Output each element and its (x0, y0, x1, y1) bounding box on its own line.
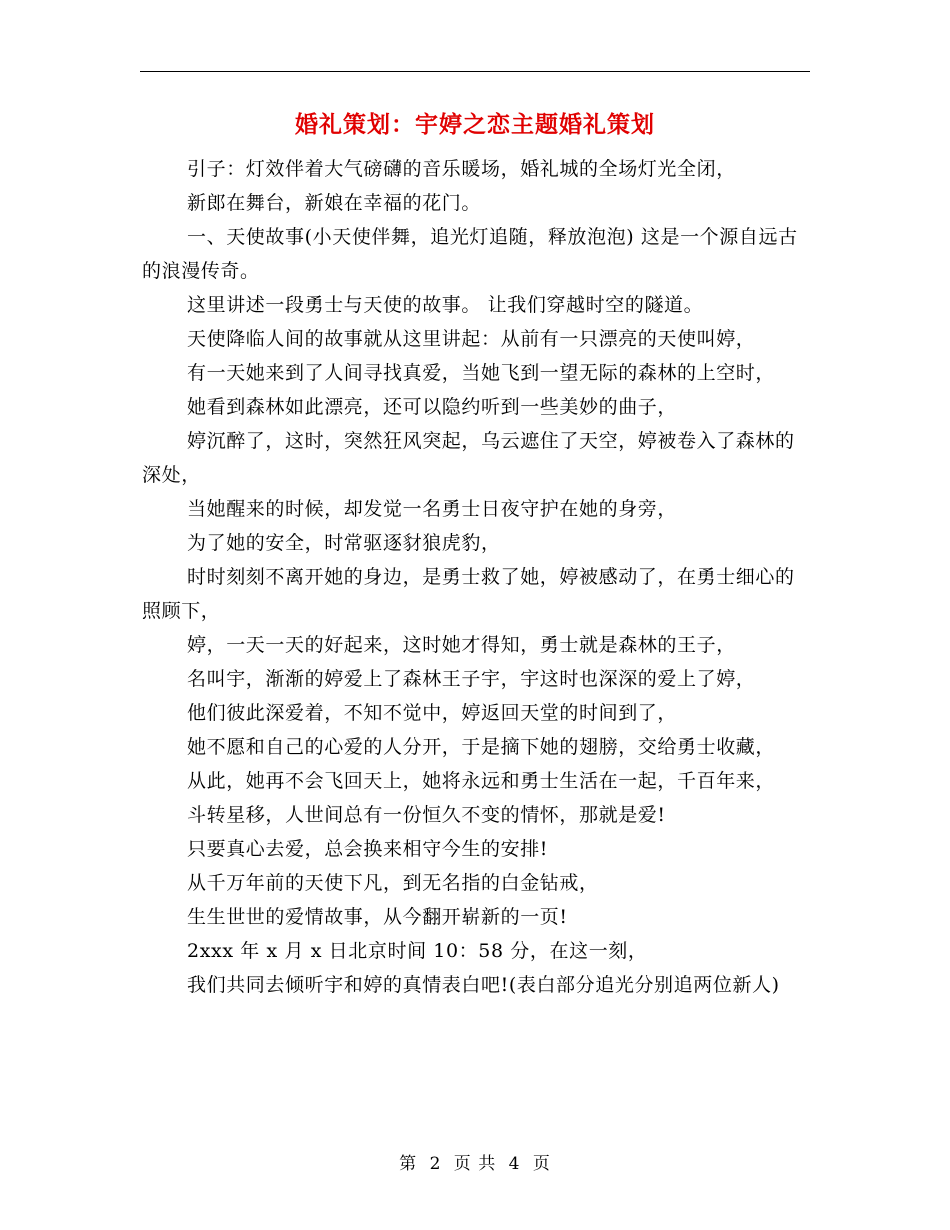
footer-prefix: 第 (399, 1154, 418, 1174)
paragraph: 名叫宇，渐渐的婷爱上了森林王子宇，宇这时也深深的爱上了婷， (187, 668, 756, 690)
paragraph: 引子：灯效伴着大气磅礴的音乐暖场，婚礼城的全场灯光全闭， (187, 158, 736, 180)
page-footer (0, 1152, 950, 1176)
document-body (142, 152, 810, 1002)
paragraph: 当她醒来的时候，却发觉一名勇士日夜守护在她的身旁， (187, 498, 678, 520)
footer-middle: 页 共 (453, 1154, 497, 1174)
footer-suffix: 页 (532, 1154, 551, 1174)
paragraph: 斗转星移，人世间总有一份恒久不变的情怀，那就是爱! (187, 804, 666, 826)
paragraph: 婷沉醉了，这时，突然狂风突起，乌云遮住了天空，婷被卷入了森林的深处， (142, 430, 795, 486)
paragraph: 她看到森林如此漂亮，还可以隐约听到一些美妙的曲子， (187, 396, 678, 418)
header-rule (140, 71, 810, 72)
footer-page-number: 2 (429, 1154, 442, 1174)
paragraph: 他们彼此深爱着，不知不觉中，婷返回天堂的时间到了， (187, 702, 678, 724)
paragraph: 这里讲述一段勇士与天使的故事。 让我们穿越时空的隧道。 (187, 294, 704, 316)
paragraph: 生生世世的爱情故事，从今翻开崭新的一页! (187, 906, 568, 928)
paragraph: 从千万年前的天使下凡，到无名指的白金钻戒， (187, 872, 599, 894)
paragraph: 有一天她来到了人间寻找真爱，当她飞到一望无际的森林的上空时， (187, 362, 776, 384)
document-title: 婚礼策划：宇婷之恋主题婚礼策划 (295, 111, 655, 138)
paragraph: 我们共同去倾听宇和婷的真情表白吧!(表白部分追光分别追两位新人) (187, 974, 780, 996)
paragraph: 天使降临人间的故事就从这里讲起：从前有一只漂亮的天使叫婷， (187, 328, 756, 350)
paragraph: 一、天使故事(小天使伴舞，追光灯追随，释放泡泡) 这是一个源自远古的浪漫传奇。 (142, 226, 798, 282)
paragraph: 从此，她再不会飞回天上，她将永远和勇士生活在一起，千百年来， (187, 770, 776, 792)
paragraph: 婷，一天一天的好起来，这时她才得知，勇士就是森林的王子， (187, 634, 736, 656)
paragraph: 她不愿和自己的心爱的人分开，于是摘下她的翅膀，交给勇士收藏， (187, 736, 776, 758)
paragraph: 只要真心去爱，总会换来相守今生的安排! (187, 838, 549, 860)
paragraph: 时时刻刻不离开她的身边，是勇士救了她，婷被感动了，在勇士细心的照顾下， (142, 566, 795, 622)
footer-total-pages: 4 (508, 1154, 521, 1174)
paragraph: 2xxx 年 x 月 x 日北京时间 10：58 分，在这一刻， (187, 940, 648, 962)
paragraph: 新郎在舞台，新娘在幸福的花门。 (187, 192, 482, 214)
paragraph: 为了她的安全，时常驱逐豺狼虎豹， (187, 532, 501, 554)
